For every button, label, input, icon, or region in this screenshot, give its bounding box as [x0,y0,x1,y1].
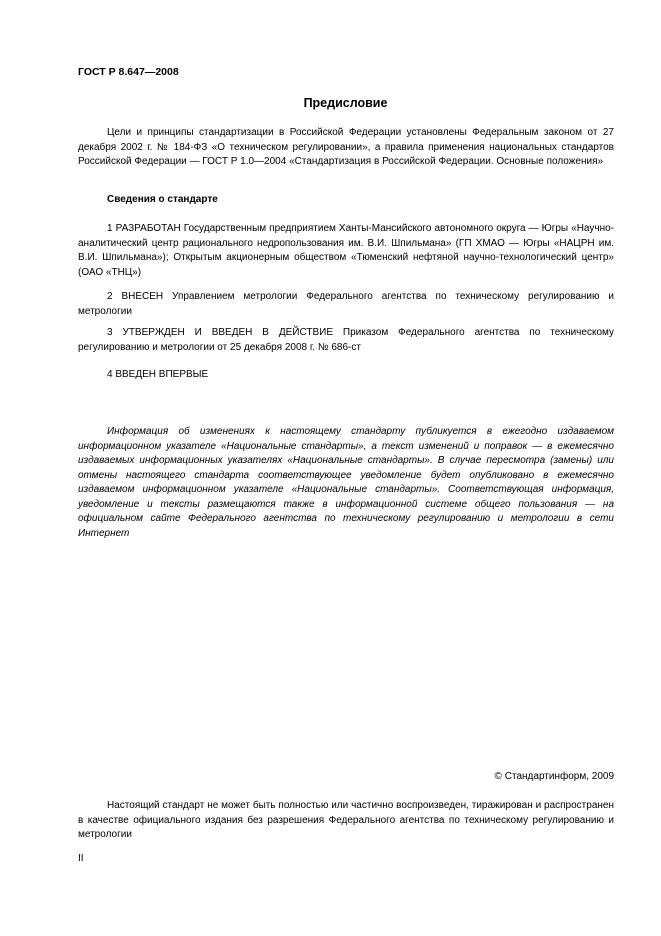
item-1-block [78,222,614,280]
copyright-notice: © Стандартинформ, 2009 [494,771,614,782]
intro-block [78,126,614,170]
changes-info-paragraph: Информация об изменениях к настоящему стандарту публикуется в ежегодно издаваемом информационном указателе «Национальные стандарты», а текст изменений и поправок — в ежемесячно издаваемых информационных указателях «Национальные стандарты». В случае пересмотра (замены) или отмены настоящего стандарта соответствующее уведомление будет опубликовано в ежемесячно издаваемом информационном указателе «Национальные стандарты». Соответствующая информация, уведомление и тексты размещаются также в информационной системе общего пользования — на официальном сайте Федерального агентства по техническому регулированию и метрологии в сети Интернет [78,426,614,539]
info-heading: Сведения о стандарте [107,194,218,205]
reproduction-block [78,799,614,843]
page-title: Предисловие [303,96,388,110]
item-3-block [78,326,614,355]
item-1-paragraph: 1 РАЗРАБОТАН Государственным предприятием Ханты-Мансийского автономного округа — Югры «Научно-аналитический центр рационального недропользования им. В.И. Шпильмана» (ГП ХМАО — Югры «НАЦРН им. В.И. Шпильмана»); Открытым акционерным обществом «Тюменский нефтяной научно-технологический центр» (ОАО «ТНЦ») [78,223,614,278]
item-3-paragraph: 3 УТВЕРЖДЕН И ВВЕДЕН В ДЕЙСТВИЕ Приказом Федерального агентства по техническому регулированию и метрологии от 25 декабря 2008 г. № 686-ст [78,327,614,353]
page-number: II [78,853,84,864]
item-4-paragraph: 4 ВВЕДЕН ВПЕРВЫЕ [107,369,209,380]
item-2-block [78,290,614,319]
document-code: ГОСТ Р 8.647—2008 [78,66,179,78]
reproduction-paragraph: Настоящий стандарт не может быть полностью или частично воспроизведен, тиражирован и распространен в качестве официального издания без разрешения Федерального агентства по техническому регулированию и метрологии [78,800,614,840]
intro-paragraph: Цели и принципы стандартизации в Российской Федерации установлены Федеральным законом от 27 декабря 2002 г. № 184-ФЗ «О техническом регулировании», а правила применения национальных стандартов Российской Федерации — ГОСТ Р 1.0—2004 «Стандартизация в Российской Федерации. Основные положения» [78,127,614,167]
item-2-paragraph: 2 ВНЕСЕН Управлением метрологии Федерального агентства по техническому регулированию и метрологии [78,291,614,317]
changes-info-block [78,425,614,541]
item-4-block [78,368,614,383]
